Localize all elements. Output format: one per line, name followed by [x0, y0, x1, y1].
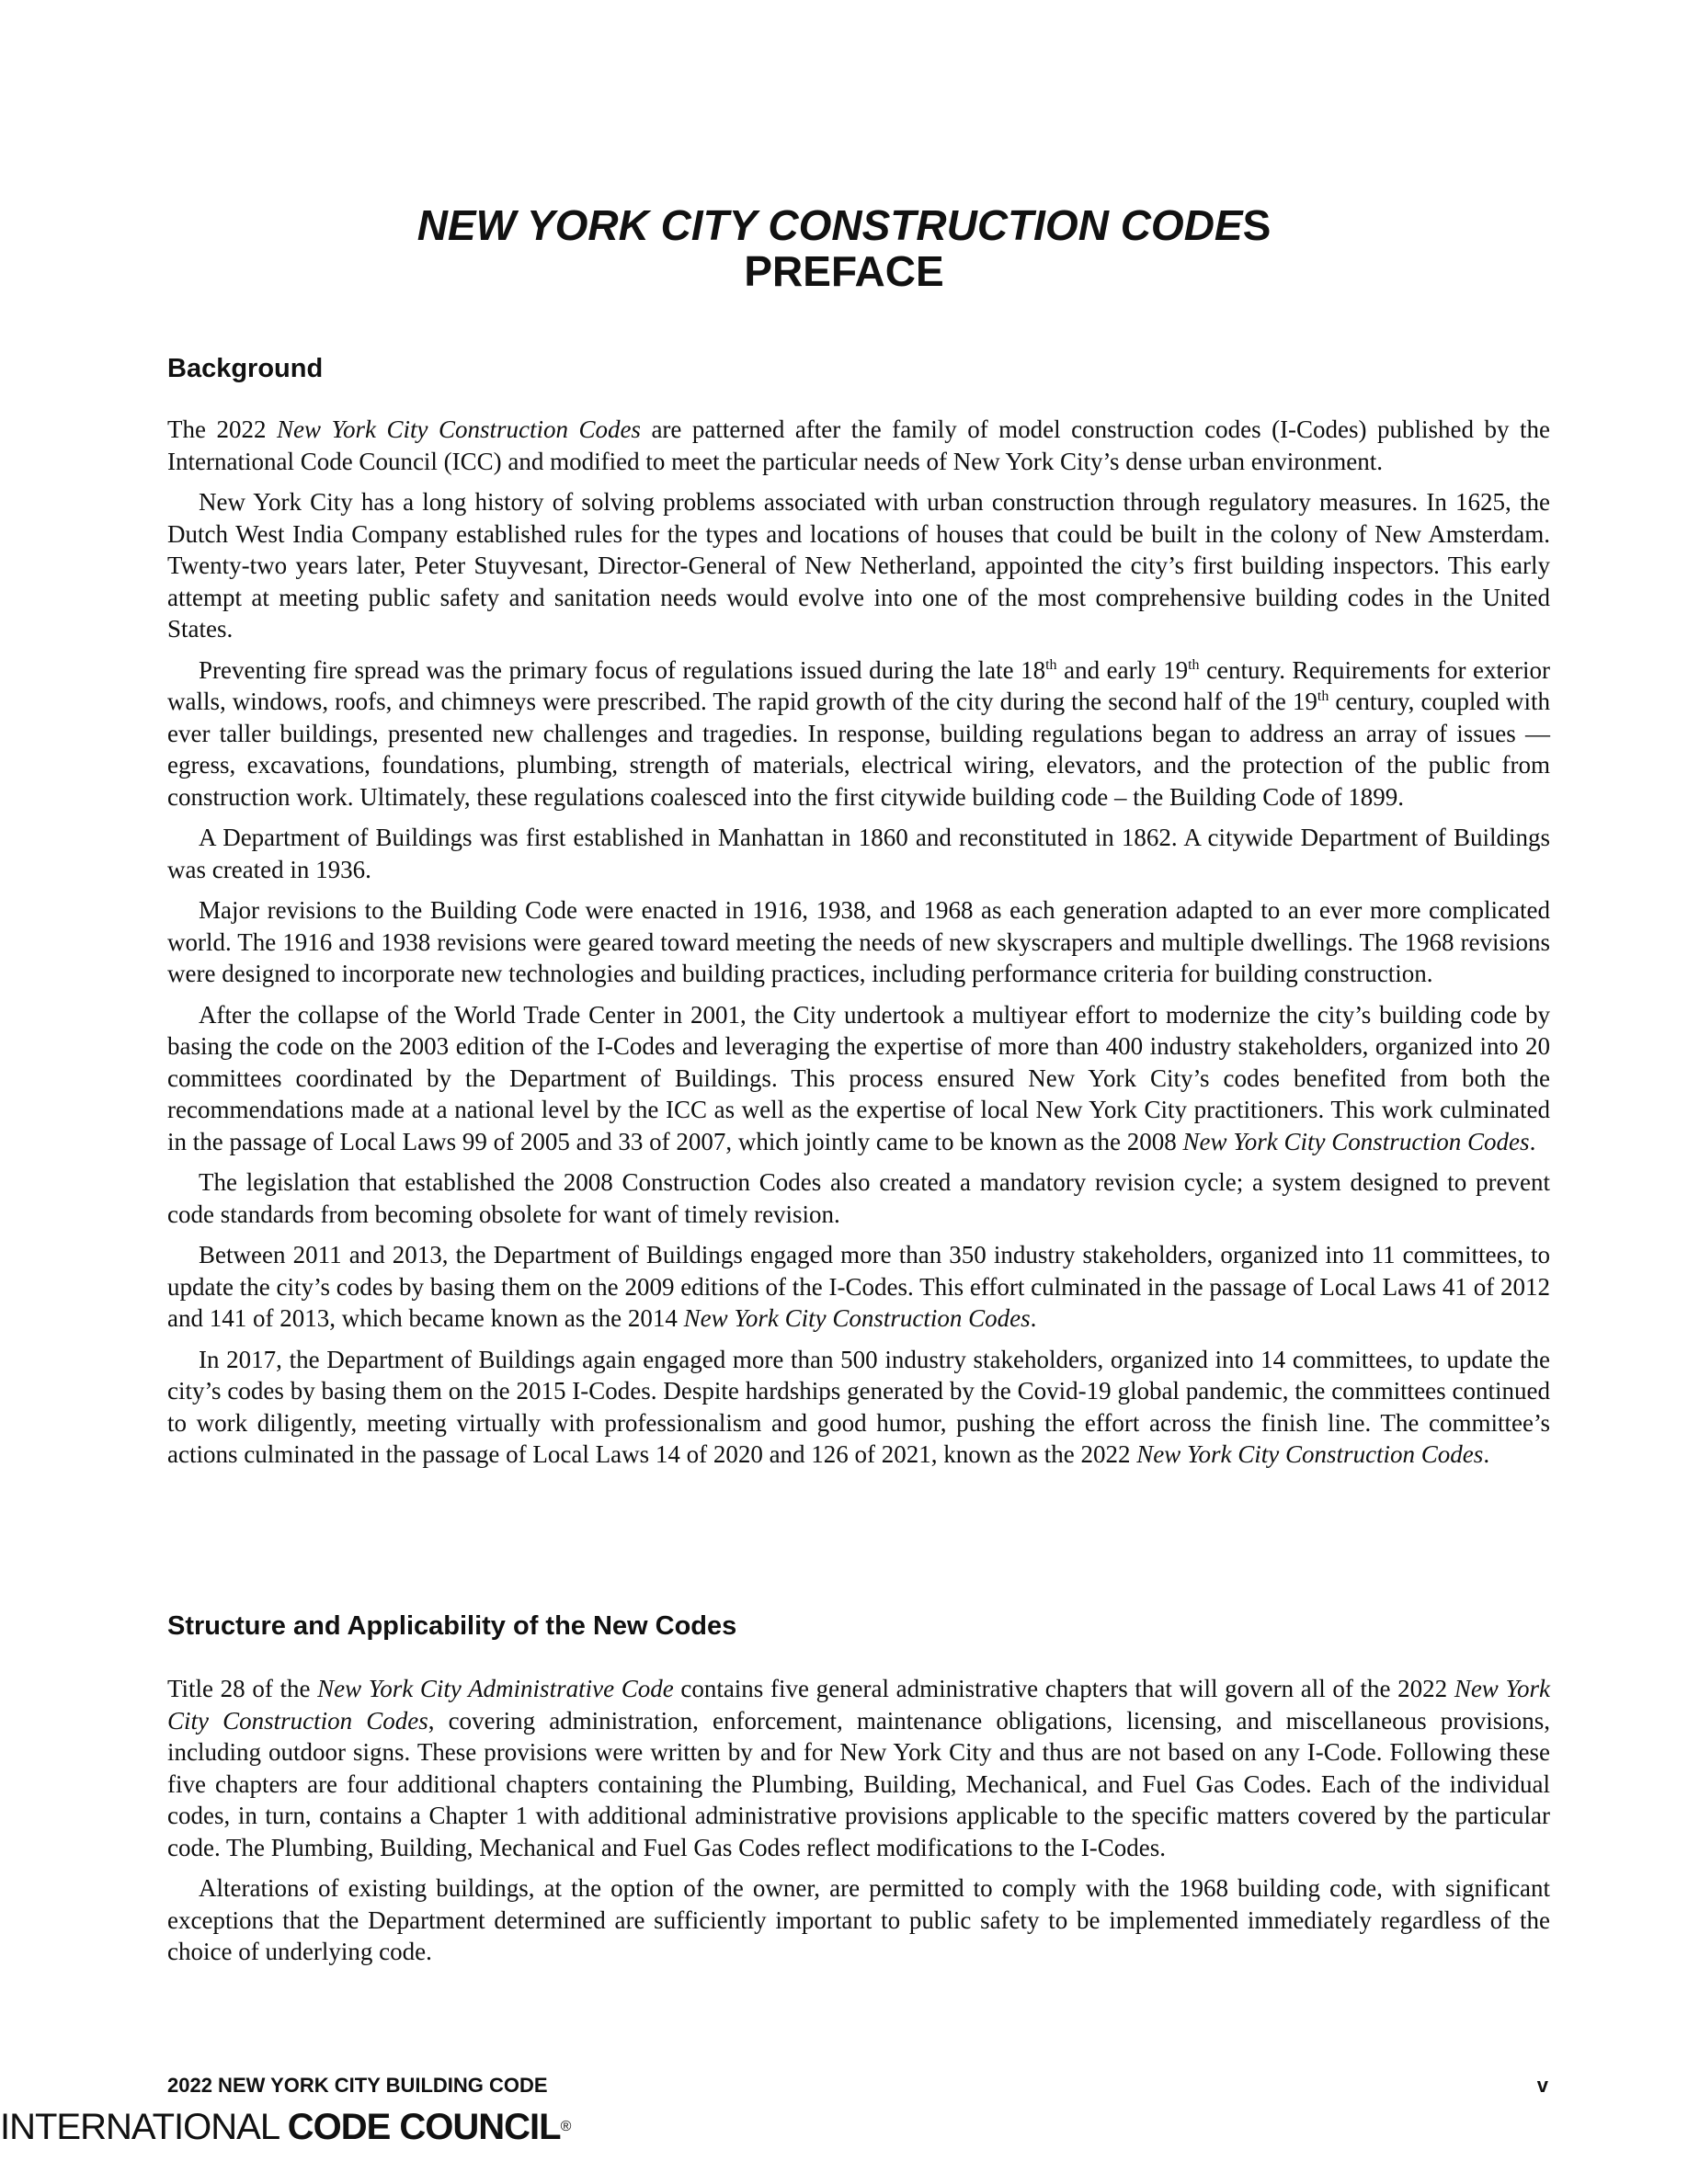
text-run: and early 19	[1056, 655, 1189, 684]
registered-mark: ®	[560, 2119, 571, 2134]
paragraph	[167, 1344, 1550, 1471]
structure-body	[167, 1673, 1550, 1977]
paragraph: Alterations of existing buildings, at the option of the owner, are permitted to comply with the 1968 building code, with significant exceptions that the Department determined are sufficiently important to public safety to be implemented immediately regardless of the choice of underlying code.	[167, 1874, 1550, 1965]
text-run: century, coupled with ever taller buildings, presented new challenges and tragedies. In response, building regulations began to address an array of issues — egress, excavations, foundations, plumbing, strength of materials, electrical wiring, elevators, and the protection of the public from construction work. Ultimately, these regulations coalesced into the first citywide building code – the Building Code of 1899.	[167, 688, 1550, 811]
text-run: Preventing fire spread was the primary focus of regulations issued during the late 18	[199, 655, 1046, 684]
text-run: century. Requirements for exterior walls, windows, roofs, and chimneys were prescribed. The rapid growth of the city during the second half of the 19	[167, 655, 1551, 715]
paragraph	[167, 654, 1550, 813]
text-run: contains five general administrative chapters that will govern all of the 2022	[673, 1675, 1454, 1702]
page-title	[0, 200, 1688, 250]
paragraph	[167, 414, 1550, 477]
paragraph: A Department of Buildings was first established in Manhattan in 1860 and reconstituted in 1862. A citywide Department of Buildings was created in 1936.	[167, 824, 1550, 883]
text-run: Between 2011 and 2013, the Department of Buildings engaged more than 350 industry stakeholders, organized into 11 committees, to update the city’s codes by basing them on the 2009 editions of the I-Codes. This effort culminated in the passage of Local Laws 41 of 2012 and 141 of 2013, which became known as the 2014	[167, 1241, 1550, 1332]
logo-text-bold: CODE COUNCIL	[287, 2107, 561, 2147]
text-run: .	[1030, 1304, 1037, 1332]
text-run: .	[1483, 1440, 1490, 1468]
italic-title: New York City Administrative Code	[317, 1675, 674, 1702]
section-heading-background: Background	[167, 354, 324, 383]
superscript: th	[1317, 688, 1329, 704]
italic-title: New York City Construction Codes	[683, 1304, 1031, 1332]
paragraph	[167, 999, 1550, 1158]
title-tail: S	[1242, 201, 1272, 249]
text-run: are patterned after the family of model construction codes (I-Codes) published by the International Code Council (ICC) and modified to meet the particular needs of New York City’s dense urban environment.	[167, 415, 1550, 475]
paragraph	[167, 1673, 1550, 1863]
text-run: Title 28 of the	[167, 1675, 318, 1702]
footer-book-title: 2022 NEW YORK CITY BUILDING CODE	[167, 2074, 548, 2097]
text-run: , covering administration, enforcement, maintenance obligations, licensing, and miscellaneous provisions, including outdoor signs. These provisions were written by and for New York City and thus are not based on any I-Code. Following these five chapters are four additional chapters containing the Plumbing, Building, Mechanical, and Fuel Gas Codes. Each of the individual codes, in turn, contains a Chapter 1 with additional administrative provisions applicable to the specific matters covered by the particular code. The Plumbing, Building, Mechanical and Fuel Gas Codes reflect modifications to the I-Codes.	[167, 1706, 1550, 1861]
footer-page-number: v	[1536, 2074, 1548, 2097]
page-subtitle: PREFACE	[744, 247, 944, 295]
icc-logo	[0, 2105, 570, 2149]
italic-title: New York City Construction Codes	[1182, 1127, 1530, 1155]
paragraph: The legislation that established the 2008 Construction Codes also created a mandatory revision cycle; a system designed to prevent code standards from becoming obsolete for want of timely revision.	[167, 1168, 1550, 1228]
italic-title: New York City Construction Codes	[167, 1675, 1550, 1735]
italic-title: New York City Construction Codes	[1136, 1440, 1484, 1468]
section-heading-structure: Structure and Applicability of the New Codes	[167, 1611, 737, 1641]
paragraph: Major revisions to the Building Code were enacted in 1916, 1938, and 1968 as each generation adapted to an ever more complicated world. The 1916 and 1938 revisions were geared toward meeting the needs of new skyscrapers and multiple dwellings. The 1968 revisions were designed to incorporate new technologies and building practices, including performance criteria for building construction.	[167, 896, 1550, 987]
text-run: .	[1529, 1127, 1536, 1155]
text-run: In 2017, the Department of Buildings again engaged more than 500 industry stakeholders, organized into 14 committees, to update the city’s codes by basing them on the 2015 I-Codes. Despite hardships generated by the Covid-19 global pandemic, the committees continued to work diligently, meeting virtually with professionalism and good humor, pushing the effort across the finish line. The committee’s actions culminated in the passage of Local Laws 14 of 2020 and 126 of 2021, known as the 2022	[167, 1345, 1550, 1468]
logo-text-light: INTERNATIONAL	[0, 2107, 288, 2147]
background-body	[167, 414, 1550, 1480]
superscript: th	[1188, 656, 1200, 673]
text-run: The 2022	[167, 415, 277, 443]
superscript: th	[1045, 656, 1057, 673]
paragraph: New York City has a long history of solving problems associated with urban construction through regulatory measures. In 1625, the Dutch West India Company established rules for the types and locations of houses that could be built in the colony of New Amsterdam. Twenty-two years later, Peter Stuyvesant, Director-General of New Netherland, appointed the city’s first building inspectors. This early attempt at meeting public safety and sanitation needs would evolve into one of the most comprehensive building codes in the United States.	[167, 488, 1550, 643]
italic-title: New York City Construction Codes	[276, 415, 641, 443]
text-run: After the collapse of the World Trade Center in 2001, the City undertook a multiyear effort to modernize the city’s building code by basing the code on the 2003 edition of the I-Codes and leveraging the expertise of more than 400 industry stakeholders, organized into 20 committees coordinated by the Department of Buildings. This process ensured New York City’s codes benefited from both the recommendations made at a national level by the ICC as well as the expertise of local New York City practitioners. This work culminated in the passage of Local Laws 99 of 2005 and 33 of 2007, which jointly came to be known as the 2008	[167, 1000, 1550, 1155]
paragraph	[167, 1239, 1550, 1335]
title-italic-part: NEW YORK CITY CONSTRUCTION CODE	[416, 201, 1243, 249]
